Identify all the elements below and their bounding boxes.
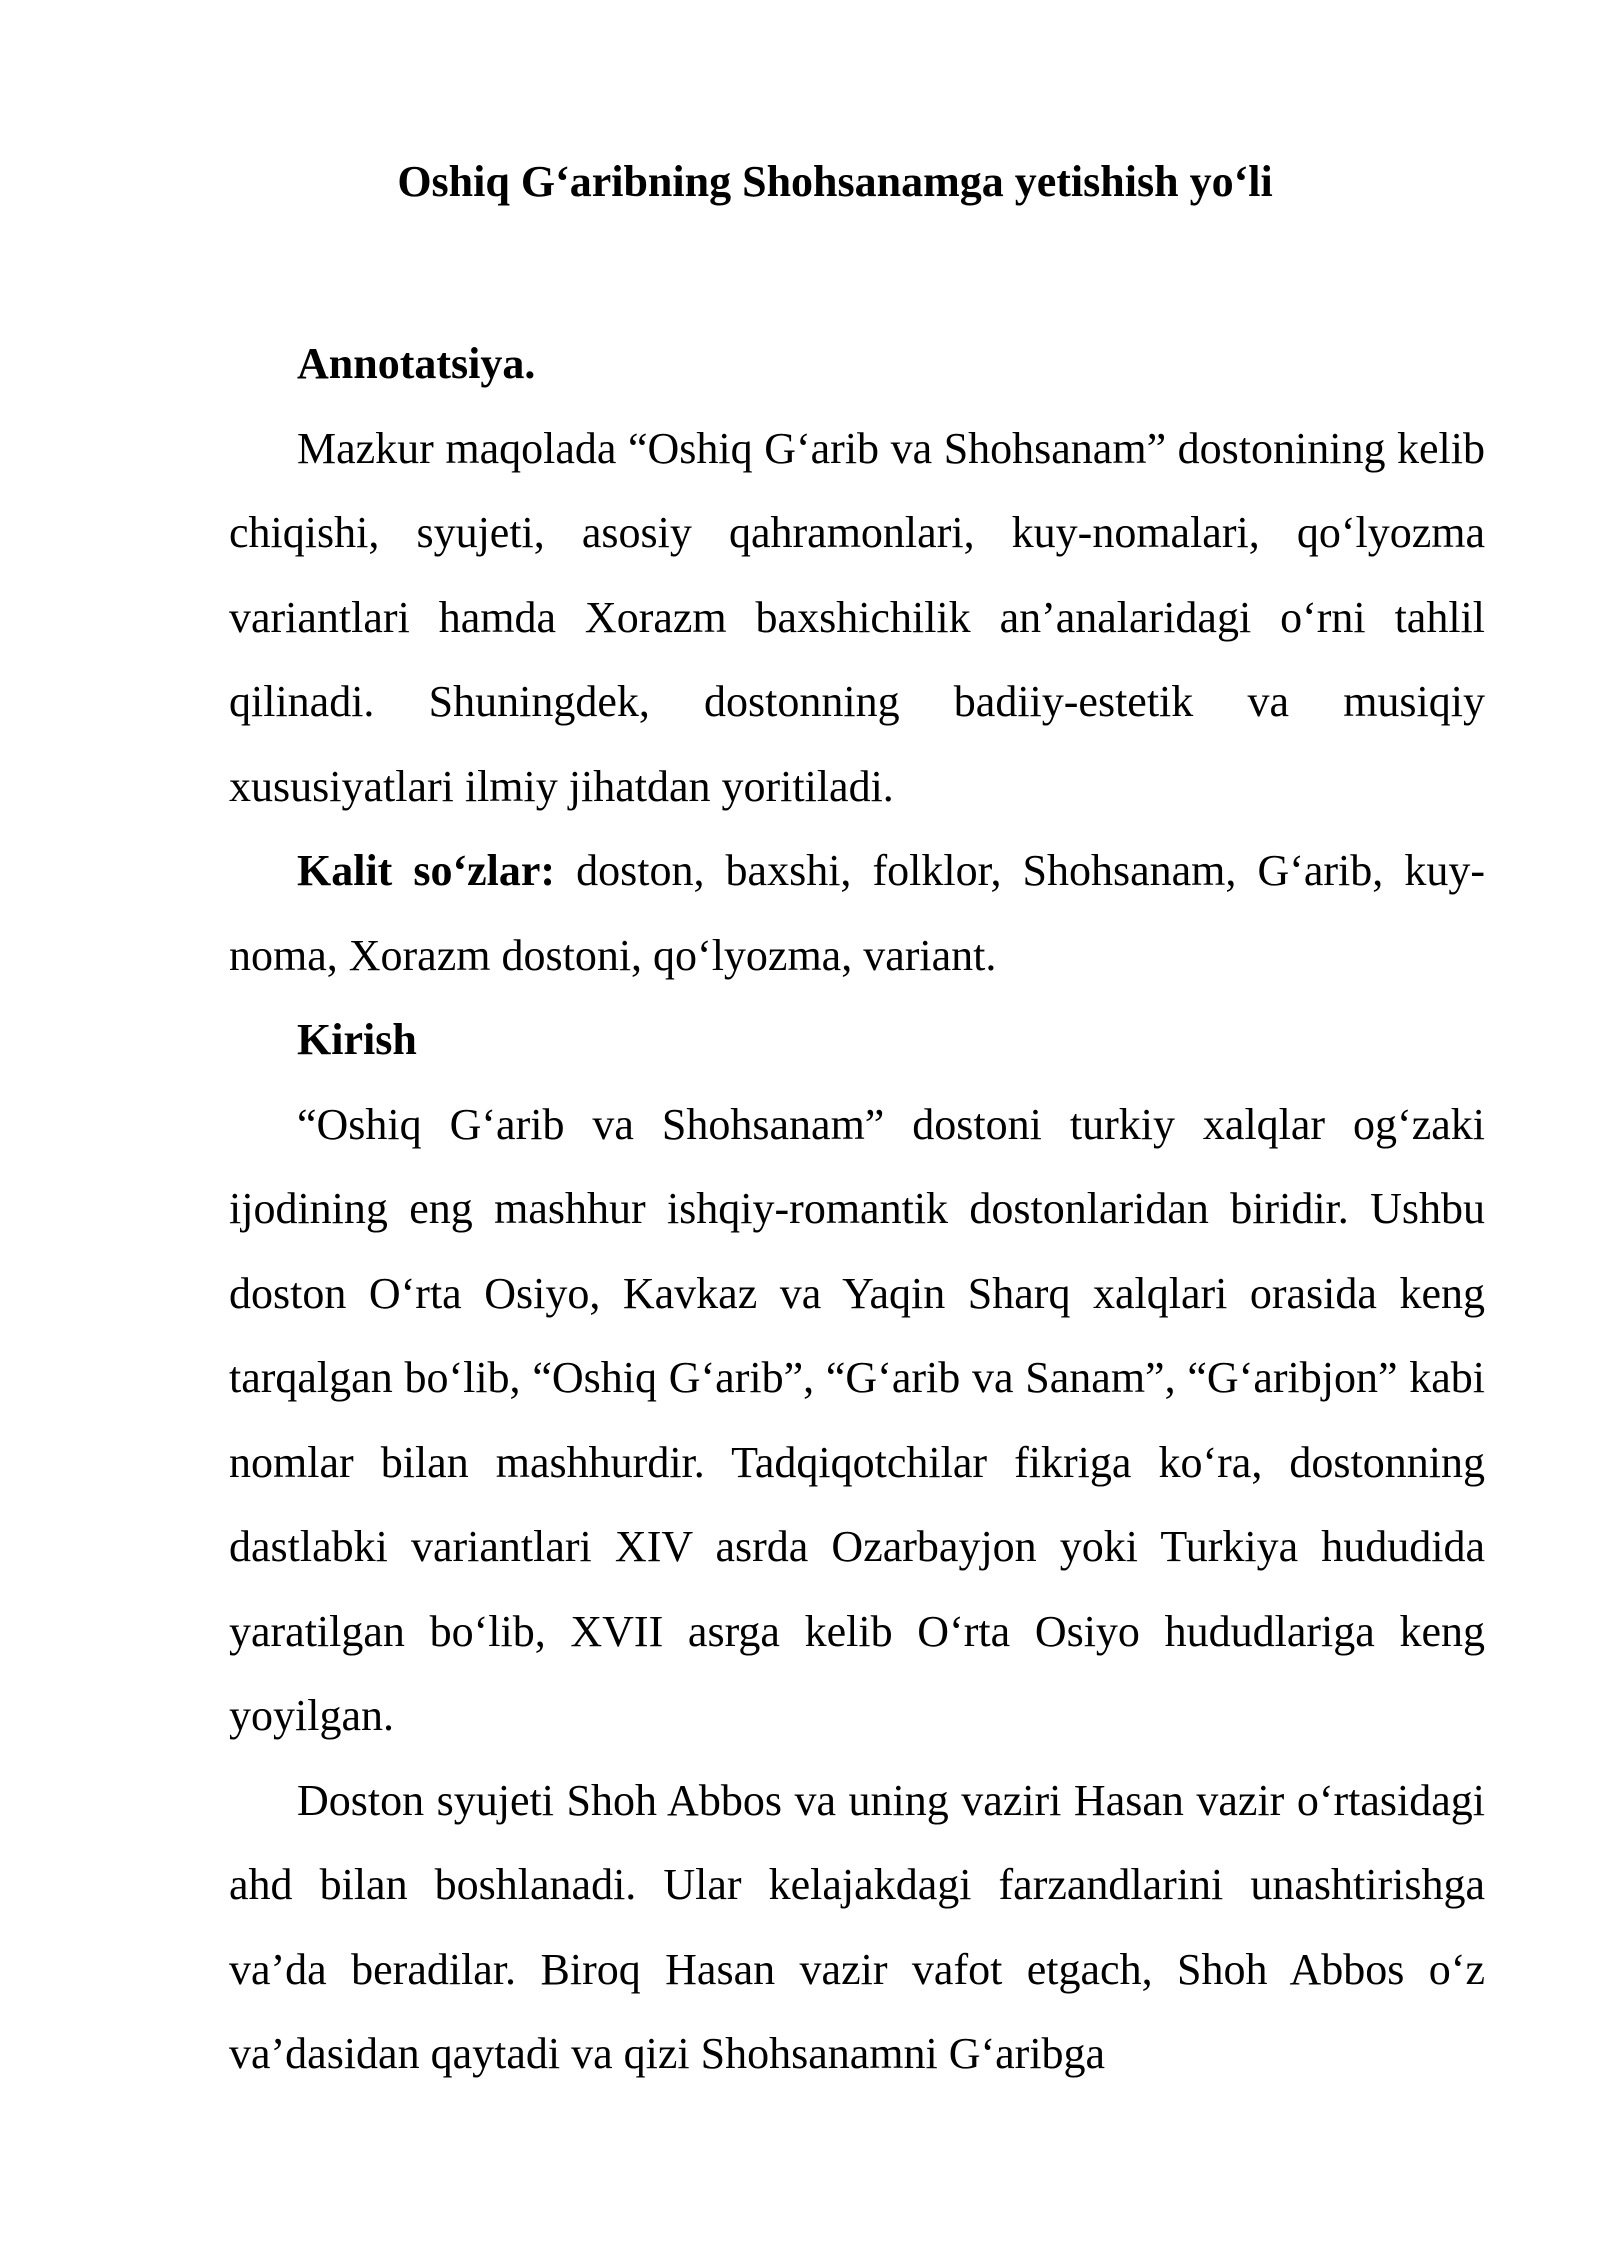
annotation-paragraph: Mazkur maqolada “Oshiq G‘arib va Shohsanam” dostonining kelib chiqishi, syujeti, asosiy qahramonlari, kuy-nomalari, qo‘lyozma variantlari hamda Xorazm baxshichilik an’analaridagi o‘rni tahlil qilinadi. Shuningdek, dostonning badiiy-estetik va musiqiy xususiyatlari ilmiy jihatdan yoritiladi. bbox=[229, 423, 1485, 811]
keywords-paragraph bbox=[229, 829, 1485, 998]
document-title: Oshiq G‘aribning Shohsanamga yetishish yo‘li bbox=[397, 157, 1273, 206]
document-body bbox=[229, 322, 1485, 2097]
intro-heading: Kirish bbox=[297, 1015, 417, 1064]
annotation-heading: Annotatsiya. bbox=[297, 339, 536, 388]
keywords-label: Kalit so‘zlar: bbox=[297, 846, 556, 895]
intro-paragraph-2: Doston syujeti Shoh Abbos va uning vaziri Hasan vazir o‘rtasidagi ahd bilan boshlanadi. Ular kelajakdagi farzandlarini unashtirishga va’da beradilar. Biroq Hasan vazir vafot etgach, Shoh Abbos o‘z va’dasidan qaytadi va qizi Shohsanamni G‘aribga bbox=[229, 1775, 1485, 2078]
keywords-text: doston, baxshi, folklor, Shohsanam, G‘arib, kuy-noma, Xorazm dostoni, qo‘lyozma, variant. bbox=[229, 846, 1485, 980]
intro-paragraph-1: “Oshiq G‘arib va Shohsanam” dostoni turkiy xalqlar og‘zaki ijodining eng mashhur ishqiy-romantik dostonlaridan biridir. Ushbu doston O‘rta Osiyo, Kavkaz va Yaqin Sharq xalqlari orasida keng tarqalgan bo‘lib, “Oshiq G‘arib”, “G‘arib va Sanam”, “G‘aribjon” kabi nomlar bilan mashhurdir. Tadqiqotchilar fikriga ko‘ra, dostonning dastlabki variantlari XIV asrda Ozarbayjon yoki Turkiya hududida yaratilgan bo‘lib, XVII asrga kelib O‘rta Osiyo hududlariga keng yoyilgan. bbox=[229, 1099, 1485, 1740]
